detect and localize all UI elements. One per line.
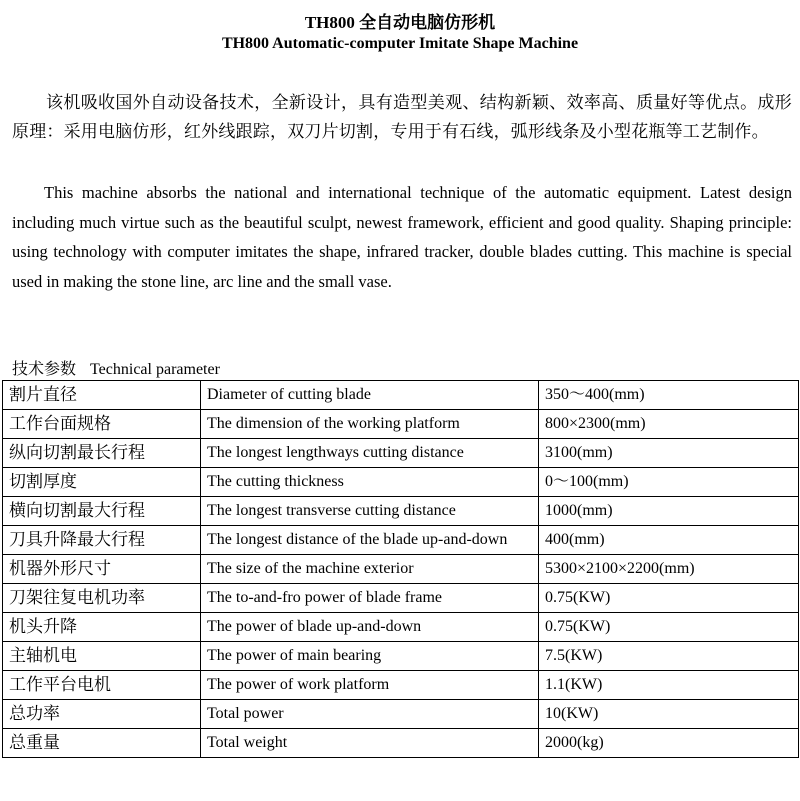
spec-name-en: The longest lengthways cutting distance: [201, 439, 539, 468]
spec-value: 5300×2100×2200(mm): [539, 555, 799, 584]
spec-value: 1000(mm): [539, 497, 799, 526]
table-row: [3, 410, 799, 439]
spec-name-en: The power of work platform: [201, 671, 539, 700]
spec-caption-cn: 技术参数: [12, 361, 77, 378]
spec-value: 1.1(KW): [539, 671, 799, 700]
spec-name-cn: 切割厚度: [3, 468, 201, 497]
spec-name-cn: 机器外形尺寸: [3, 555, 201, 584]
spec-name-cn: 总重量: [3, 729, 201, 758]
spec-name-en: The to-and-fro power of blade frame: [201, 584, 539, 613]
spec-name-en: Diameter of cutting blade: [201, 381, 539, 410]
table-row: [3, 526, 799, 555]
table-row: [3, 613, 799, 642]
table-row: [3, 700, 799, 729]
spec-name-cn: 纵向切割最长行程: [3, 439, 201, 468]
spec-name-en: The cutting thickness: [201, 468, 539, 497]
table-row: [3, 497, 799, 526]
spec-value: 10(KW): [539, 700, 799, 729]
table-row: [3, 729, 799, 758]
spec-value: 0.75(KW): [539, 584, 799, 613]
spec-name-cn: 总功率: [3, 700, 201, 729]
table-row: [3, 642, 799, 671]
spec-name-cn: 主轴机电: [3, 642, 201, 671]
spec-name-en: The power of blade up-and-down: [201, 613, 539, 642]
spec-value: 0～100(mm): [539, 468, 799, 497]
table-row: [3, 584, 799, 613]
spec-name-en: Total power: [201, 700, 539, 729]
spec-name-en: The dimension of the working platform: [201, 410, 539, 439]
spec-value: 0.75(KW): [539, 613, 799, 642]
spec-name-en: The longest distance of the blade up-and-down: [201, 526, 539, 555]
spec-name-en: The power of main bearing: [201, 642, 539, 671]
spec-name-cn: 工作平台电机: [3, 671, 201, 700]
table-row: [3, 439, 799, 468]
spec-name-cn: 工作台面规格: [3, 410, 201, 439]
spec-caption: [12, 356, 220, 379]
table-row: [3, 671, 799, 700]
spec-name-cn: 刀架往复电机功率: [3, 584, 201, 613]
page-title-cn: TH800 全自动电脑仿形机: [304, 13, 496, 32]
spec-value: 800×2300(mm): [539, 410, 799, 439]
spec-value: 400(mm): [539, 526, 799, 555]
intro-paragraph-en: This machine absorbs the national and international technique of the automatic equipment. Latest design including much virtue such as the beautiful sculpt, newest framework, efficient and good quality. Shaping principle: using technology with computer imitates the shape, infrared tracker, double blades cutting. This machine is special used in making the stone line, arc line and the small vase.: [12, 183, 792, 291]
spec-value: 350～400(mm): [539, 381, 799, 410]
table-row: [3, 555, 799, 584]
spec-value: 7.5(KW): [539, 642, 799, 671]
spec-name-en: The longest transverse cutting distance: [201, 497, 539, 526]
spec-name-cn: 刀具升降最大行程: [3, 526, 201, 555]
table-row: [3, 381, 799, 410]
spec-name-en: The size of the machine exterior: [201, 555, 539, 584]
spec-name-cn: 割片直径: [3, 381, 201, 410]
spec-name-en: Total weight: [201, 729, 539, 758]
spec-value: 3100(mm): [539, 439, 799, 468]
spec-name-cn: 机头升降: [3, 613, 201, 642]
spec-name-cn: 横向切割最大行程: [3, 497, 201, 526]
spec-caption-en: Technical parameter: [90, 361, 220, 378]
spec-value: 2000(kg): [539, 729, 799, 758]
intro-paragraph-cn: 该机吸收国外自动设备技术，全新设计，具有造型美观、结构新颖、效率高、质量好等优点。成形原理：采用电脑仿形，红外线跟踪，双刀片切割，专用于有石线，弧形线条及小型花瓶等工艺制作。: [12, 93, 792, 141]
spec-table: [2, 380, 799, 758]
table-row: [3, 468, 799, 497]
page-title-en: TH800 Automatic-computer Imitate Shape Machine: [221, 35, 579, 52]
